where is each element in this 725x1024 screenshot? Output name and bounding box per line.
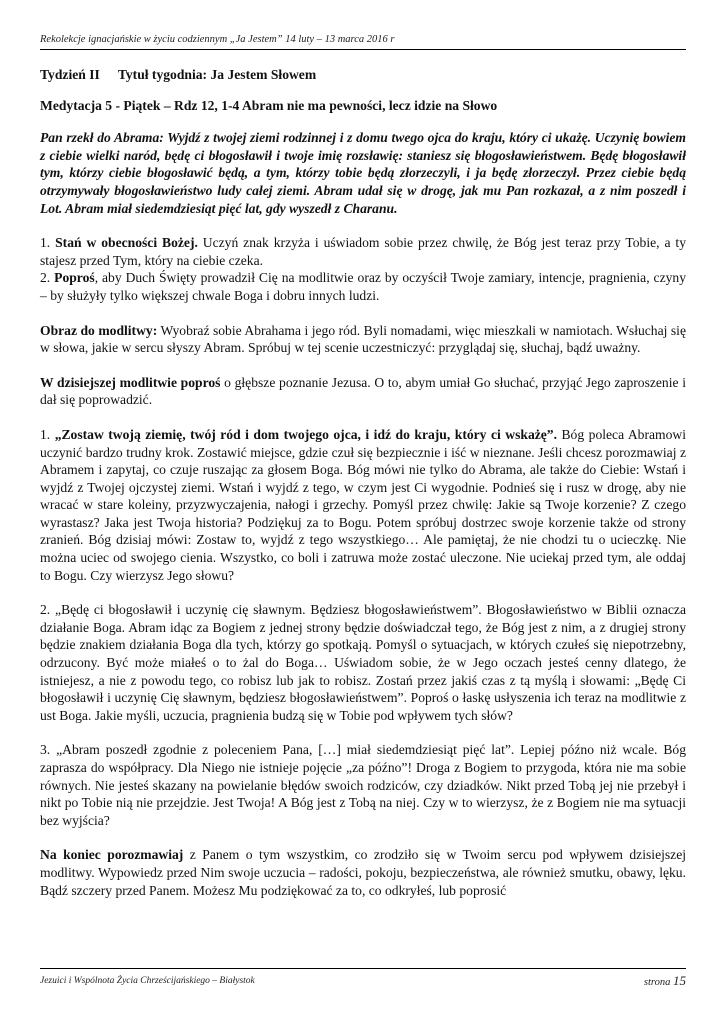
- step-bold: Stań w obecności Bożej.: [55, 235, 198, 251]
- closing-paragraph: Na koniec porozmawiaj z Panem o tym wszystkim, co zrodziło się w Twoim sercu pod wpływem dzisiejszej modlitwy. Wypowiedz przed Nim swoje uczucia – radości, pokoju, bezpieczeństwa, ale również smutku, obawy, lęku. Bądź szczery przed Panem. Możesz Mu podziękować za to, co odkryłeś, lub poprosić: [40, 847, 687, 898]
- page-content: [40, 66, 686, 899]
- preparation-step-2: 2. Poproś, aby Duch Święty prowadził Cię na modlitwie oraz by oczyścił Twoje zamiary, intencje, pragnienia, czyny – by służyły tylko większej chwale Boga i dobru innych ludzi.: [40, 270, 687, 303]
- meditation-heading: Medytacja 5 - Piątek – Rdz 12, 1-4 Abram nie ma pewności, lecz idzie na Słowo: [40, 97, 498, 113]
- footer-organization: Jezuici i Wspólnota Życia Chrześcijańskiego – Białystok: [40, 976, 255, 986]
- header-divider: [40, 49, 686, 50]
- page-number: strona 15: [643, 973, 686, 988]
- point-2: 2. „Będę ci błogosławił i uczynię cię sławnym. Będziesz błogosławieństwem”. Błogosławieństwo w Biblii oznacza działanie Boga. Abram idąc za Bogiem z jednej strony będzie doświadczał tego, że Bóg jest z nim, a z drugiej strony będzie znakiem działania Boga dla tych, którzy go spotkają. Pomyśl o sytuacjach, w których czułeś się niepotrzebny, odrzucony. Być może miałeś o to żal do Boga… Uświadom sobie, że w Jego oczach jesteś cenny dlatego, że istniejesz, a nie z powodu tego, co robisz lub jak to robisz. Zostań przez jakiś czas z tą myślą i słowami: „Będę Ci błogosławił i uczynię Cię sławnym, będziesz błogosławieństwem”. Poproś o łaskę usłyszenia ich teraz na modlitwie z ust Boga. Jakie myśli, uczucia, pragnienia budzą się w Tobie pod wpływem tych słów?: [40, 602, 686, 723]
- week-heading: [40, 66, 686, 84]
- week-label: Tydzień II: [40, 67, 100, 82]
- prayer-image-paragraph: Obraz do modlitwy: Wyobraź sobie Abrahama i jego ród. Byli nomadami, więc mieszkali w namiotach. Wsłuchaj się w słowa, jakie w sercu słyszy Abram. Spróbuj w tej scenie uczestniczyć: przyglądaj się, słuchaj, bądź uważny.: [40, 322, 686, 356]
- footer-divider: [40, 968, 686, 969]
- step-bold: Poproś: [54, 270, 95, 286]
- point-1: 1. „Zostaw twoją ziemię, twój ród i dom twojego ojca, i idź do kraju, który ci wskażę”. Bóg poleca Abramowi uczynić bardzo trudny krok. Zostawić miejsce, gdzie czuł się bezpiecznie i iść w nieznane. Jeśli chcesz porozmawiaj z Abramem i zapytaj, co czuje ruszając za głosem Boga. Bóg mówi nie tylko do Abrama, ale także do Ciebie: Wstań i wyjdź z Twojej ojczystej ziemi. Wstań i wyjdź z tego, w czym jest Ci wygodnie. Podnieś się i rusz w drogę, aby nie wracać w stare koleiny, przyzwyczajenia, nałogi i grzechy. Pomyśl przez chwilę: Jakie są Twoje korzenie? Z czego wyrastasz? Jaka jest Twoja historia? Podziękuj za to Bogu. Potem spróbuj dostrzec swoje korzenie także od strony zranień. Bóg dzisiaj mówi: Zostaw to, wyjdź z tego wszystkiego… Ale pamiętaj, że nie chodzi tu o ucieczkę. Nie można uciec od swojego cienia. Wszystko, co boli i zatruwa może zostać uleczone. Nie uciekaj przed tym, ale oddaj to Bogu. Czy wierzysz Jego słowu?: [40, 426, 686, 583]
- week-theme: Tytuł tygodnia: Ja Jestem Słowem: [117, 67, 317, 82]
- scripture-passage: Pan rzekł do Abrama: Wyjdź z twojej ziemi rodzinnej i z domu twego ojca do kraju, który ci ukażę. Uczynię bowiem z ciebie wielki naród, będę ci błogosławił i twoje imię rozsławię: staniesz się błogosławieństwem. Będę błogosławił tym, którzy ciebie błogosławić będą, a tym, którzy tobie będą złorzeczyli, i ja będę złorzeczył. Przez ciebie będą otrzymywały błogosławieństwo ludy całej ziemi. Abram udał się w drogę, jak mu Pan rozkazał, a z nim poszedł i Lot. Abram miał siedemdziesiąt pięć lat, gdy wyszedł z Charanu.: [40, 130, 686, 216]
- preparation-step-1: 1. Stań w obecności Bożej. Uczyń znak krzyża i uświadom sobie przez chwilę, że Bóg jest teraz przy Tobie, a ty stajesz przed Tym, który na ciebie czeka.: [40, 235, 686, 268]
- point-3: 3. „Abram poszedł zgodnie z poleceniem Pana, […] miał siedemdziesiąt pięć lat”. Lepiej późno niż wcale. Bóg zaprasza do współpracy. Dla Niego nie istnieje pojęcie „za późno”! Droga z Bogiem to przygoda, która nie ma sobie równych. Nie jesteś skazany na powielanie błędów swoich rodziców, czy dziadków. Nikt przed Tobą jej nie przebył i nikt po Tobie nią nie przejdzie. Jest Twoja! A Bóg jest z Tobą na niej. Czy w to wierzysz, że z Bogiem nie ma sytuacji bez wyjścia?: [40, 742, 687, 828]
- running-header: Rekolekcje ignacjańskie w życiu codziennym „Ja Jestem” 14 luty – 13 marca 2016 r: [40, 34, 395, 45]
- petition-paragraph: W dzisiejszej modlitwie poproś o głębsze poznanie Jezusa. O to, abym umiał Go słuchać, przyjąć Jego zaproszenie i dał się poprowadzić.: [40, 374, 686, 408]
